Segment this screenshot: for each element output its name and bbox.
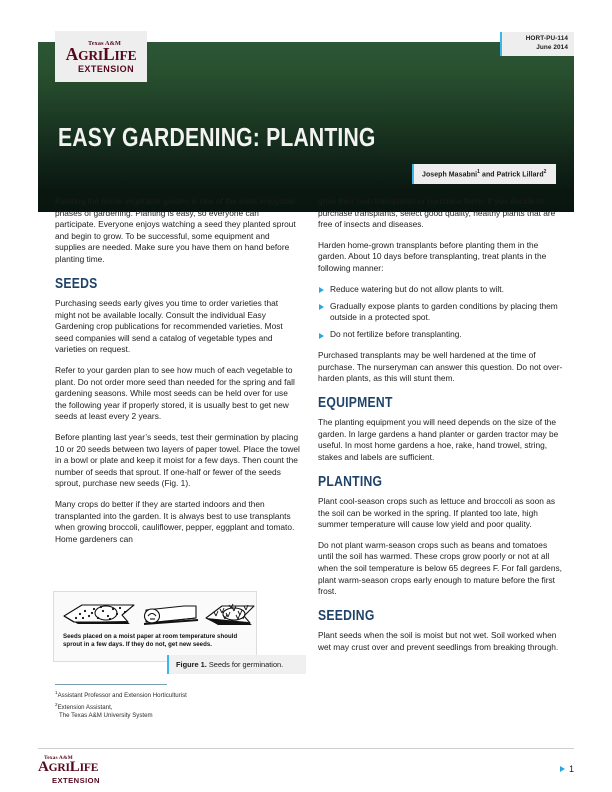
author-two-footnote-marker: 2 (543, 169, 547, 176)
figure-caption-text: Seeds for germination. (206, 660, 284, 669)
publication-date: June 2014 (536, 44, 568, 51)
planting-paragraph-2: Do not plant warm-season crops such as beans and tomatoes until the soil has warmed. These crops grow poorly or not at all when the soil temperature is below 65 degrees F. For fall gardens, plant warm-season crops early enough to mature before the first frost. (318, 539, 562, 597)
logo-texas-am-text: Texas A&M (88, 39, 121, 47)
footnote-1-marker: 1 (55, 690, 58, 695)
seeds-paragraph-4: Many crops do better if they are started indoors and then transplanted into the garden. It is always best to use transplants when growing broccoli, cauliflower, pepper, eggplant and tomato. Home gardeners can (55, 498, 295, 544)
section-heading-seeding: SEEDING (318, 607, 375, 624)
seeds-paragraph-2: Refer to your garden plan to see how much of each vegetable to plant. Do not order more seed than needed for the spring and fall gardening seasons. While most seeds can be held over for use the following year if properly stored, it is usually best to get new seeds at least every 2 years. (55, 365, 295, 422)
seed-germination-drawing (56, 594, 256, 634)
right-text-column (318, 196, 563, 663)
logo-letter-l: L (102, 43, 115, 64)
logo-gri: GRI (78, 47, 103, 63)
footnote-divider (55, 684, 167, 685)
page-title: EASY GARDENING: PLANTING (58, 124, 376, 152)
triangle-bullet-icon (560, 766, 565, 772)
transplants-paragraph-2: Harden home-grown transplants before planting them in the garden. About 10 days before transplanting, treat plants in the following manner: (318, 239, 547, 273)
figure-caption-label: Figure 1. (176, 660, 207, 669)
authors-conjunction: and Patrick Lillard (480, 171, 544, 179)
transplants-paragraph-3: Purchased transplants may be well hardened at the time of purchase. The nurseryman can answer this question. Do not over-harden plants, as this will stunt them. (318, 349, 563, 384)
page-number-block (560, 764, 574, 774)
footer-logo-extension-text: EXTENSION (52, 775, 100, 785)
section-heading-seeds: SEEDS (55, 275, 98, 292)
author-one: Joseph Masabni (422, 171, 478, 179)
agrilife-extension-logo (55, 31, 147, 82)
footer-logo-gri: GRI (48, 762, 70, 775)
footer-logo-letter-l: L (69, 759, 80, 776)
figure-1-illustration (53, 591, 257, 662)
footnote-1-text: Assistant Professor and Extension Horticulturist (57, 692, 187, 700)
section-heading-equipment: EQUIPMENT (318, 394, 393, 411)
publication-id-badge (500, 32, 574, 56)
footnote-1 (55, 689, 255, 701)
logo-ife: IFE (114, 47, 137, 63)
seeds-paragraph-1: Purchasing seeds early gives you time to order varieties that might not be available locally. Consult the individual Easy Gardening crop publications for recommended varieties. Most seed companies will send a catalog of vegetable types and varieties on request. (55, 298, 283, 355)
transplants-paragraph-1: grow their own transplants or purchase them. If you decide to purchase transplants, select good quality, healthy plants that are free of insects and diseases. (318, 196, 556, 230)
footnote-2-text: Extension Assistant, (57, 703, 113, 711)
footnotes-block (55, 684, 255, 721)
authors-badge (412, 164, 556, 184)
left-text-column (55, 196, 300, 554)
rolled-towel-middle (144, 606, 198, 624)
footer-logo-ife: IFE (79, 762, 99, 775)
list-item: Gradually expose plants to garden conditions by placing them outside in a protected spot. (318, 301, 563, 324)
footer-divider (38, 748, 574, 749)
logo-extension-text: EXTENSION (77, 64, 135, 75)
footer-logo-letter-a: A (38, 759, 49, 776)
publication-number: HORT-PU-114 (525, 35, 568, 43)
figure-inner-caption: Seeds placed on a moist paper at room temperature should sprout in a few days. If they do not, get new seeds. (63, 633, 238, 649)
footer-agrilife-logo (38, 756, 148, 784)
figure-1-caption (167, 655, 306, 674)
logo-letter-a: A (65, 43, 79, 64)
footnote-2-marker: 2 (55, 701, 58, 707)
planting-paragraph-1: Plant cool-season crops such as lettuce and broccoli as soon as the soil can be worked in the spring. If planted too late, high summer temperature will cause low yield and poor quality. (318, 496, 556, 530)
equipment-paragraph-1: The planting equipment you will need depends on the size of the garden. In large gardens a hand planter or garden tractor may be useful. In most home gardens a hoe, rake, hand trowel, string, stakes and labels are sufficient. (318, 417, 559, 462)
author-one-footnote-marker: 1 (477, 169, 481, 176)
list-item: Do not fertilize before transplanting. (318, 329, 563, 341)
footnote-2-continued: The Texas A&M University System (59, 712, 153, 720)
list-item: Reduce watering but do not allow plants to wilt. (318, 284, 563, 296)
seeds-paragraph-3: Before planting last year’s seeds, test their germination by placing 10 or 20 seeds between two layers of paper towel. Place the towel in a bowl or plate and keep it moist for a few days. Then count the number of seeds that sprout. If one-half or fewer of the seeds sprout, purchase new seeds (Fig. 1). (55, 432, 300, 489)
section-heading-planting: PLANTING (318, 473, 383, 490)
authors-line (422, 169, 547, 178)
intro-paragraph: Planting the home vegetable garden is one of the most enjoyable phases of gardening. Planting is easy, so everyone can participate. Everyone enjoys watching a seed they planted sprout and begin to grow. To be successful, some equipment and supplies are needed. Make sure you have them on hand before planting time. (55, 196, 296, 264)
footer-logo-agrilife-text (38, 760, 148, 775)
seeding-paragraph-1: Plant seeds when the soil is moist but not wet. Soil worked when wet may crust over and prevent seedlings from breaking through. (318, 630, 559, 652)
footer-logo-texas-am-text: Texas A&M (44, 755, 73, 761)
page-number: 1 (568, 764, 574, 774)
figure-caption-line (176, 660, 283, 669)
footnote-2 (55, 701, 255, 713)
hardening-steps-list (318, 284, 563, 341)
